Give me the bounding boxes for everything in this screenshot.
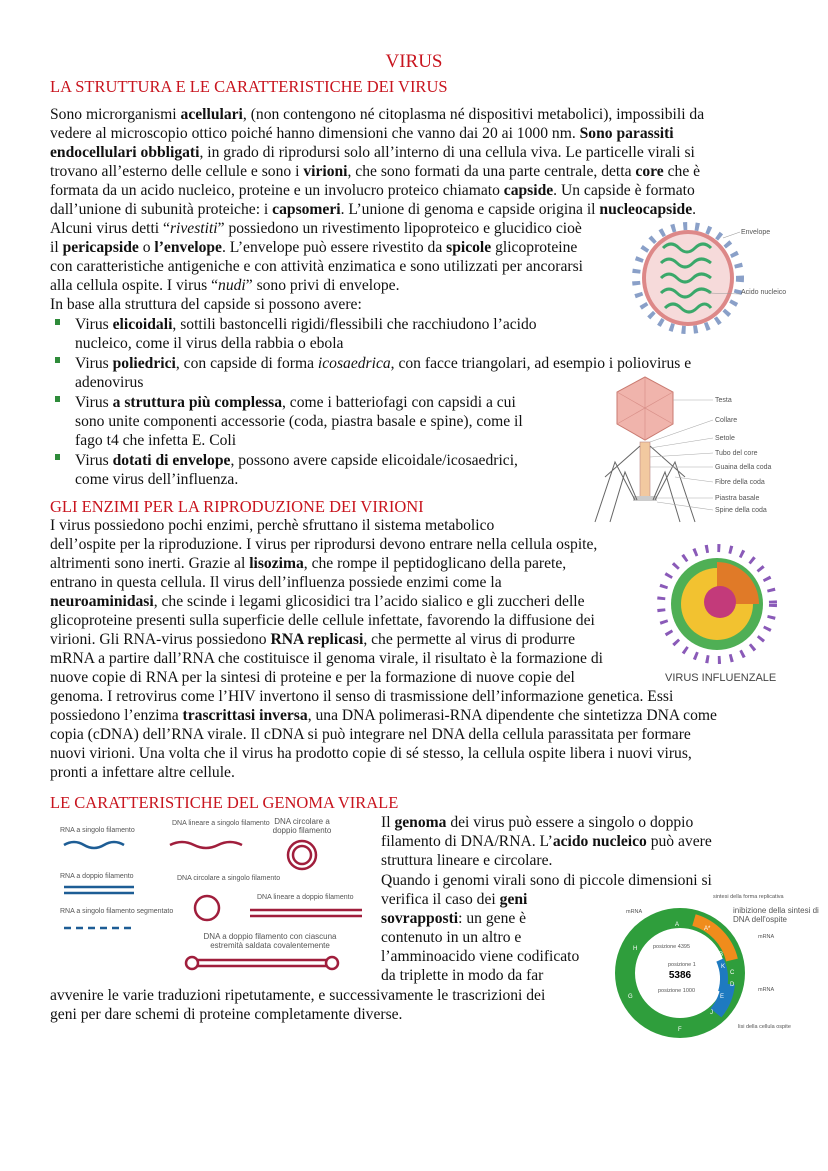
bold-term: pericapside [62, 239, 139, 256]
text-run: alla cellula ospite. I virus “ [50, 277, 219, 294]
gene-label: G [628, 994, 633, 1000]
text-line [381, 966, 543, 985]
text-line [50, 238, 577, 257]
text-run: avvenire le varie traduzioni ripetutamente, e successivamente le trascrizioni dei [50, 987, 546, 1004]
bold-term: poliedrici [112, 355, 176, 372]
text-line [381, 947, 579, 966]
text-line [50, 181, 695, 200]
section-heading-genome: LE CARATTERISTICHE DEL GENOMA VIRALE [50, 793, 399, 812]
text-run: dall’unione di subunità proteiche: i [50, 201, 273, 218]
text-line [75, 470, 238, 489]
text-line [381, 813, 693, 832]
phage-label: Collare [715, 417, 738, 424]
text-run: , (non contengono né citoplasma né dispositivi metabolici), impossibili da [242, 106, 705, 123]
text-line [50, 516, 494, 535]
gene-label: A [675, 922, 680, 928]
text-line [381, 890, 527, 909]
bold-term: acellulari [180, 106, 243, 123]
text-line [75, 412, 523, 431]
bold-term: capside [503, 182, 554, 199]
enveloped-virus-figure [628, 218, 788, 338]
bold-term: nucleocapside [599, 201, 693, 218]
bold-term: l’envelope [154, 239, 222, 256]
text-line [75, 393, 516, 412]
text-line [50, 687, 673, 706]
text-run: fago t4 che infetta E. Coli [75, 432, 237, 449]
text-line [50, 592, 585, 611]
text-run: adenovirus [75, 374, 144, 391]
text-line [50, 706, 717, 725]
section-heading-structure: LA STRUTTURA E LE CARATTERISTICHE DEI VIRUS [50, 77, 448, 96]
genome-types-figure [52, 815, 372, 980]
text-line [50, 143, 695, 162]
text-run: geni per dare schemi di proteine completamente diverse. [50, 1006, 403, 1023]
text-line [381, 928, 521, 947]
text-run: Quando i genomi virali sono di piccole dimensioni si [381, 872, 712, 889]
text-line [381, 909, 526, 928]
text-run: , con capside di forma [175, 355, 318, 372]
text-run: . [692, 201, 697, 218]
text-line [50, 763, 235, 782]
text-run: , una DNA polimerasi-RNA dipendente che sintetizza DNA come [307, 707, 717, 724]
text-run: altrimenti sono inerti. Grazie al [50, 555, 250, 572]
bold-term: virioni [303, 163, 348, 180]
text-run: Sono microrganismi [50, 106, 181, 123]
section-heading-enzymes: GLI ENZIMI PER LA RIPRODUZIONE DEI VIRIONI [50, 497, 424, 516]
genome-type-label: DNA circolare a singolo filamento [177, 875, 281, 882]
text-line [381, 832, 712, 851]
text-run: , che scinde i legami glicosidici tra l’acido sialico e gli zuccheri delle [153, 593, 585, 610]
text-line [50, 986, 545, 1005]
gene-label: H [633, 946, 638, 952]
bold-term: elicoidali [112, 316, 173, 333]
page-title: VIRUS [385, 51, 443, 72]
text-line [381, 851, 552, 870]
text-run: come virus dell’influenza. [75, 471, 239, 488]
phage-label: Setole [715, 435, 735, 442]
text-line [75, 431, 236, 450]
gene-label: E [720, 994, 725, 1000]
text-run: che è [663, 163, 701, 180]
text-run: nudi [218, 277, 246, 294]
text-line [50, 124, 674, 143]
text-run: nuove copie di RNA per la sintesi di proteine e per la formazione di nuove copie del [50, 669, 575, 686]
text-run: dei virus può essere a singolo o doppio [446, 814, 694, 831]
genome-type-label: RNA a doppio filamento [60, 873, 134, 880]
gene-label: C [730, 970, 735, 976]
phage-label: Spine della coda [715, 507, 767, 514]
text-line [50, 554, 566, 573]
text-run: , che sono formati da una parte centrale, detta [347, 163, 636, 180]
text-run: , che rompe il peptidoglicano della parete, [303, 555, 567, 572]
text-run: pronti a infettare altre cellule. [50, 764, 235, 781]
text-run: glicoproteine presenti sulla superficie delle cellule infettate, favorendo la diffusione dei [50, 612, 595, 629]
text-run: Virus [75, 316, 113, 333]
text-run: Alcuni virus detti “ [50, 220, 170, 237]
bold-term: Sono parassiti [579, 125, 674, 142]
text-run: , con facce triangolari, ad esempio i poliovirus e [390, 355, 692, 372]
gene-label: K [721, 964, 726, 970]
text-run: sono unite componenti accessorie (coda, piastra basale e spine), come il [75, 413, 523, 430]
phix-label: mRNA [626, 909, 643, 915]
text-line [50, 276, 400, 295]
text-line [50, 630, 575, 649]
text-run: , sottili bastoncelli rigidi/flessibili che racchiudono l’acido [172, 316, 537, 333]
text-run: può avere [646, 833, 712, 850]
bold-term: RNA replicasi [270, 631, 364, 648]
text-line [50, 1005, 402, 1024]
text-run: formata da un acido nucleico, proteine e un involucro proteico chiamato [50, 182, 504, 199]
text-run: genoma. I retrovirus come l’HIV invertono il senso di trasmissione dell’informazione genetica. Essi [50, 688, 674, 705]
influenza-caption: VIRUS INFLUENZALE [665, 672, 777, 684]
text-run: o [138, 239, 155, 256]
bullet-icon [55, 319, 60, 325]
text-line [50, 744, 692, 763]
text-run: , possono avere capside elicoidale/icosaedrici, [230, 452, 518, 469]
text-line [50, 649, 603, 668]
nucleic-acid-label: Acido nucleico [741, 289, 787, 296]
text-run: In base alla struttura del capside si possono avere: [50, 296, 362, 313]
phage-label: Fibre della coda [715, 479, 765, 486]
text-run: , come i batteriofagi con capsidi a cui [282, 394, 516, 411]
phage-label: Tubo del core [715, 450, 758, 457]
genome-type-label: RNA a singolo filamento segmentato [60, 908, 174, 915]
text-run: struttura lineare e circolare. [381, 852, 553, 869]
text-run: nucleico, come il virus della rabbia o ebola [75, 335, 344, 352]
text-line [75, 373, 143, 392]
text-line [50, 162, 700, 181]
text-run: mRNA a partire dall’RNA che costituisce il genoma virale, il risultato è la formazione di [50, 650, 603, 667]
influenza-virus-figure [652, 542, 782, 667]
phage-label: Guaina della coda [715, 464, 772, 471]
text-run: icosaedrica [317, 355, 391, 372]
text-run: ” possiedono un rivestimento lipoproteico e glucidico cioè [217, 220, 582, 237]
text-run: Virus [75, 355, 113, 372]
text-run: , che permette al virus di produrre [363, 631, 576, 648]
text-line [50, 257, 583, 276]
text-run: da triplette in modo da far [381, 967, 544, 984]
text-run: verifica il caso dei [381, 891, 500, 908]
text-line [50, 295, 362, 314]
text-run: , in grado di riprodursi solo all’interno di una cellula viva. Le particelle virali si [199, 144, 695, 161]
text-run: Il [381, 814, 395, 831]
bacteriophage-figure [585, 372, 815, 527]
bold-term: trascrittasi inversa [182, 707, 308, 724]
text-line [75, 354, 691, 373]
phix-label: posizione 1 [668, 962, 696, 968]
gene-label: D [730, 982, 735, 988]
text-run: filamento di DNA/RNA. L’ [381, 833, 553, 850]
text-run: Virus [75, 452, 113, 469]
text-line [50, 668, 575, 687]
bold-term: lisozima [249, 555, 304, 572]
bold-term: geni [499, 891, 528, 908]
phix-label: posizione 1000 [658, 988, 696, 994]
phix-label: mRNA [758, 987, 775, 993]
phix-label: lisi della cellula ospite [738, 1024, 791, 1030]
phix-label: inibizione della sintesi di DNA dell'ospite [733, 906, 819, 924]
phix-label: mRNA [758, 934, 775, 940]
text-run: . L’envelope può essere rivestito da [221, 239, 447, 256]
text-run: nuovi virioni. Una volta che il virus ha prodotto copie di sé stesso, la cellula ospite libera i nuovi virus, [50, 745, 692, 762]
phage-label: Testa [715, 397, 732, 404]
bold-term: capsomeri [272, 201, 341, 218]
text-line [75, 315, 537, 334]
text-run: trovano all’esterno delle cellule e sono i [50, 163, 304, 180]
text-line [50, 200, 696, 219]
genome-type-label: DNA circolare a doppio filamento [272, 817, 332, 835]
gene-label: A* [704, 926, 711, 932]
bold-term: endocellulari obbligati [50, 144, 200, 161]
text-run: ” sono privi di envelope. [245, 277, 400, 294]
phix-label: sintesi della forma replicativa [713, 894, 784, 900]
text-run: il [50, 239, 63, 256]
gene-label: F [678, 1027, 682, 1033]
bold-term: sovrapposti [381, 910, 459, 927]
text-run: entrano in questa cellula. Il virus dell’influenza possiede enzimi come la [50, 574, 502, 591]
bold-term: neuroaminidasi [50, 593, 154, 610]
bold-term: acido nucleico [552, 833, 647, 850]
gene-label: B [719, 952, 724, 958]
bullet-icon [55, 396, 60, 402]
bold-term: core [635, 163, 664, 180]
genome-type-label: DNA lineare a singolo filamento [172, 820, 270, 827]
bullet-icon [55, 357, 60, 363]
text-line [75, 451, 518, 470]
text-run: Virus [75, 394, 113, 411]
bold-term: spicole [446, 239, 492, 256]
text-run: virioni. Gli RNA-virus possiedono [50, 631, 271, 648]
gene-label: J [710, 1010, 713, 1016]
text-run: con caratteristiche antigeniche e con attività enzimatica e sono utilizzati per ancorarsi [50, 258, 583, 275]
genome-type-label: DNA a doppio filamento con ciascuna estremità saldata covalentemente [203, 932, 337, 950]
text-run: possiedono l’enzima [50, 707, 183, 724]
text-run: . Un capside è formato [553, 182, 695, 199]
text-line [50, 725, 691, 744]
bullet-icon [55, 454, 60, 460]
text-run: : un gene è [458, 910, 527, 927]
text-run: glicoproteine [491, 239, 578, 256]
text-run: rivestiti [169, 220, 218, 237]
genome-size: 5386 [668, 970, 692, 981]
text-run: dell’ospite per la riproduzione. I virus per riprodursi devono entrare nella cellula ospite, [50, 536, 598, 553]
text-line [75, 334, 343, 353]
bold-term: a struttura più complessa [112, 394, 282, 411]
text-line [50, 611, 595, 630]
text-line [50, 573, 502, 592]
text-run: contenuto in un altro e [381, 929, 522, 946]
bold-term: dotati di envelope [112, 452, 231, 469]
text-line [50, 219, 582, 238]
text-line [50, 105, 704, 124]
text-run: copia (cDNA) dell’RNA virale. Il cDNA si può integrare nel DNA della cellula parassitata per formare [50, 726, 691, 743]
text-run: vedere al microscopio ottico poiché hanno dimensioni che vanno dai 20 ai 1000 nm. [50, 125, 580, 142]
genome-type-label: RNA a singolo filamento [60, 827, 135, 834]
phix-label: posizione 4395 [653, 944, 691, 950]
text-run: l’amminoacido viene codificato [381, 948, 580, 965]
phage-label: Piastra basale [715, 495, 760, 502]
bold-term: genoma [394, 814, 447, 831]
text-run: I virus possiedono pochi enzimi, perchè sfruttano il sistema metabolico [50, 517, 495, 534]
envelope-label: Envelope [741, 229, 771, 236]
text-line [50, 535, 597, 554]
genome-type-label: DNA lineare a doppio filamento [257, 894, 354, 901]
text-run: . L’unione di genoma e capside origina il [340, 201, 600, 218]
